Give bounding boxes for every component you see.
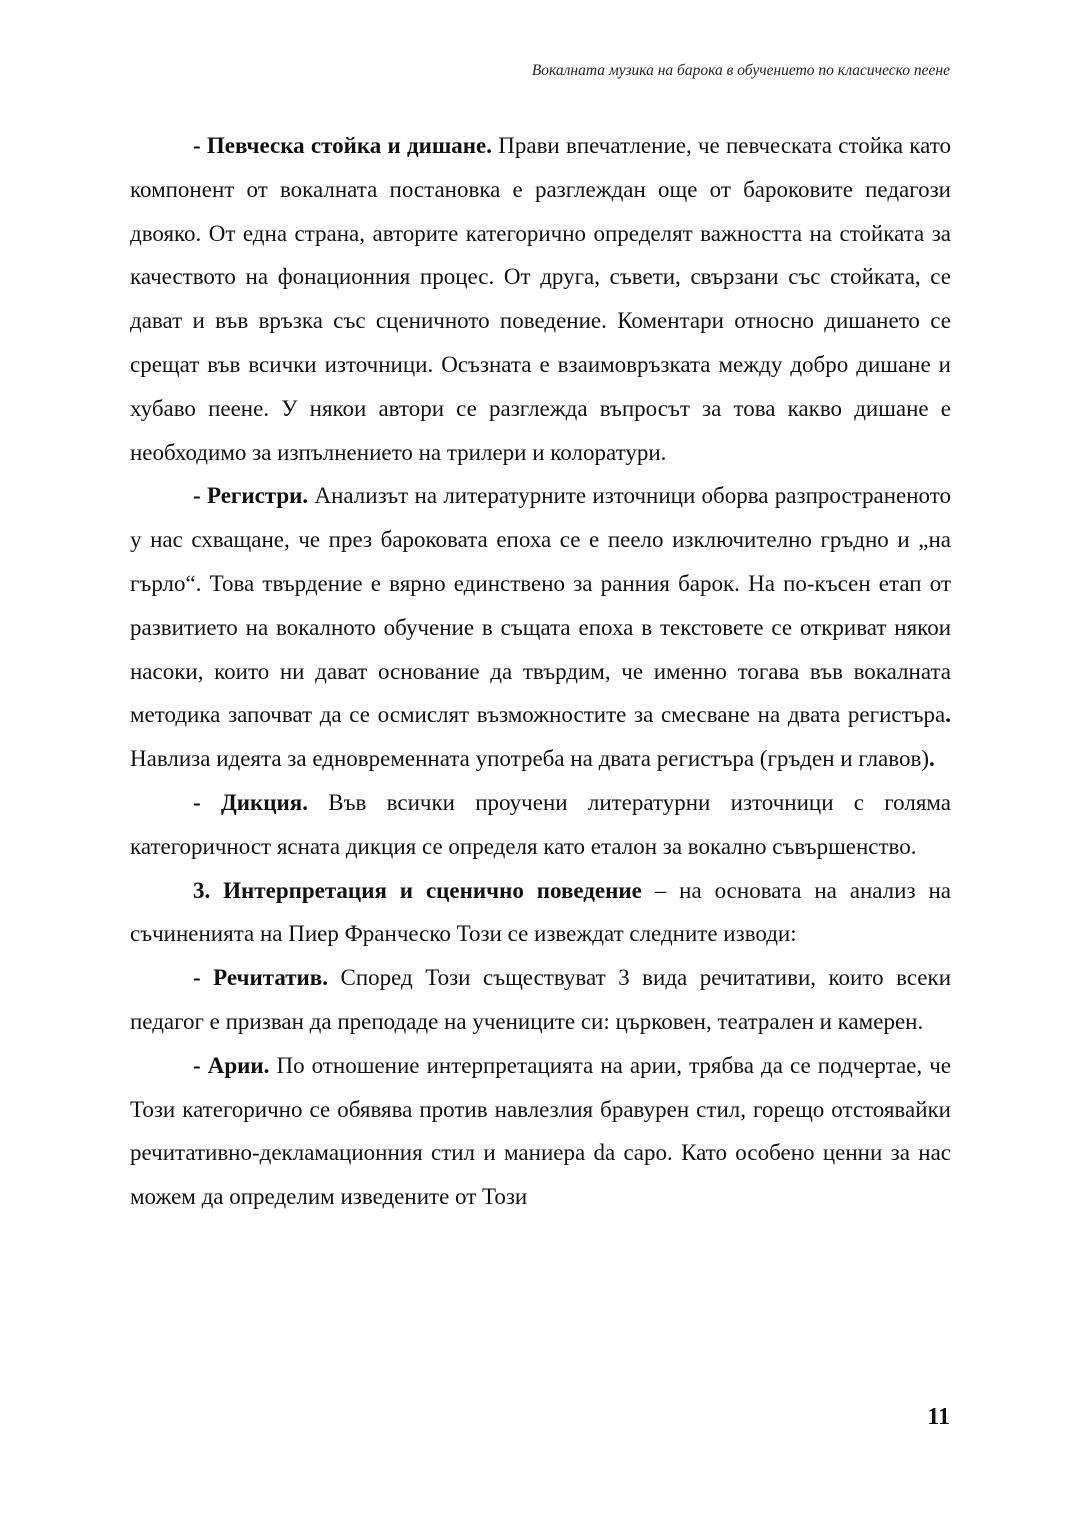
running-header: Вокалната музика на барока в обучението по класическо пеене <box>531 62 950 79</box>
paragraph-lead: - Речитатив. <box>193 965 328 991</box>
paragraph-text-bold: . <box>929 746 935 772</box>
paragraph-arias <box>130 1044 951 1219</box>
paragraph-text: – на основата на анализ на съчиненията на Пиер Франческо Този се извеждат следните изводи: <box>130 877 951 947</box>
paragraph-text: Според Този съществуват 3 вида речитативи, които всеки педагог е призван да преподаде на учениците си: църковен, театрален и камерен. <box>130 965 951 1034</box>
paragraph-lead: - Дикция. <box>193 789 308 815</box>
paragraph-text-bold: . <box>945 702 951 728</box>
page-number: 11 <box>927 1404 950 1430</box>
section-heading: 3. Интерпретация и сценично поведение <box>193 877 642 903</box>
paragraph-posture-breathing <box>130 124 951 474</box>
paragraph-diction <box>130 781 951 869</box>
paragraph-lead: - Арии. <box>193 1052 270 1078</box>
paragraph-interpretation <box>130 869 951 957</box>
paragraph-registers <box>130 474 951 781</box>
paragraph-text: Във всички проучени литературни източници с голяма категоричност ясната дикция се определя като еталон за вокално съвършенство. <box>130 789 952 859</box>
paragraph-text: По отношение интерпретацията на арии, трябва да се подчертае, че Този категорично се обявява против навлезлия бравурен стил, горещо отстоявайки речитативно-декламационния стил и маниера da capo. Като особено ценни за нас можем да определим изведените от Този <box>130 1052 951 1210</box>
paragraph-text: Навлиза идеята за едновременната употреба на двата регистъра (гръден и главов) <box>130 746 929 772</box>
body-text <box>130 124 951 1219</box>
paragraph-recitative <box>130 956 951 1044</box>
paragraph-text: Прави впечатление, че певческата стойка като компонент от вокалната постановка е разглеждан още от бароковите педагози двояко. От една страна, авторите категорично определят важността на стойката за качеството на фонационния процес. От друга, съвети, свързани със стойката, се дават и във връзка със сценичното поведение. Коментари относно дишането се срещат във всички източници. Осъзната е взаимовръзката между добро дишане и хубаво пеене. У някои автори се разглежда въпросът за това какво дишане е необходимо за изпълнението на трилери и колоратури. <box>130 133 951 465</box>
paragraph-lead: - Регистри. <box>193 483 309 509</box>
paragraph-text: Анализът на литературните източници оборва разпространеното у нас схващане, че през бароковата епоха се е пеело изключително гръдно и „на гърло“. Това твърдение е вярно единствено за ранния барок. На по-късен етап от развитието на вокалното обучение в същата епоха в текстовете се откриват някои насоки, които ни дават основание да твърдим, че именно тогава във вокалната методика започват да се осмислят възможностите за смесване на двата регистъра <box>130 483 951 728</box>
paragraph-lead: - Певческа стойка и дишане. <box>193 133 492 158</box>
